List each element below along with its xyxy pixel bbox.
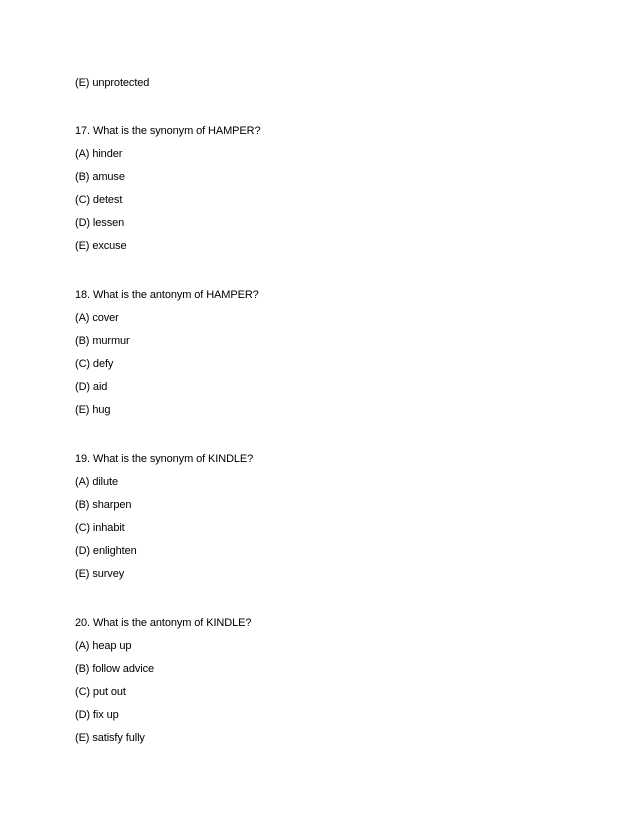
option-text: (B) murmur [75, 335, 130, 347]
option-text: (C) detest [75, 194, 123, 206]
option-text: (A) heap up [75, 640, 132, 652]
question-text: 19. What is the synonym of KINDLE? [75, 453, 254, 465]
option-text: (D) lessen [75, 217, 125, 229]
option-text: (C) inhabit [75, 522, 125, 534]
option-text: (E) excuse [75, 240, 127, 252]
option-text: (D) aid [75, 381, 108, 393]
option-text: (A) hinder [75, 148, 123, 160]
option-text: (B) follow advice [75, 663, 154, 675]
option-text: (C) defy [75, 358, 114, 370]
option-text: (B) sharpen [75, 499, 132, 511]
question-text: 17. What is the synonym of HAMPER? [75, 125, 261, 137]
option-text: (A) cover [75, 312, 119, 324]
option-text: (E) unprotected [75, 77, 150, 89]
question-text: 18. What is the antonym of HAMPER? [75, 289, 259, 301]
option-text: (B) amuse [75, 171, 125, 183]
option-text: (E) satisfy fully [75, 732, 145, 744]
option-text: (E) hug [75, 404, 111, 416]
option-text: (A) dilute [75, 476, 119, 488]
option-text: (D) fix up [75, 709, 119, 721]
option-text: (E) survey [75, 568, 125, 580]
option-text: (C) put out [75, 686, 126, 698]
question-text: 20. What is the antonym of KINDLE? [75, 617, 252, 629]
option-text: (D) enlighten [75, 545, 137, 557]
